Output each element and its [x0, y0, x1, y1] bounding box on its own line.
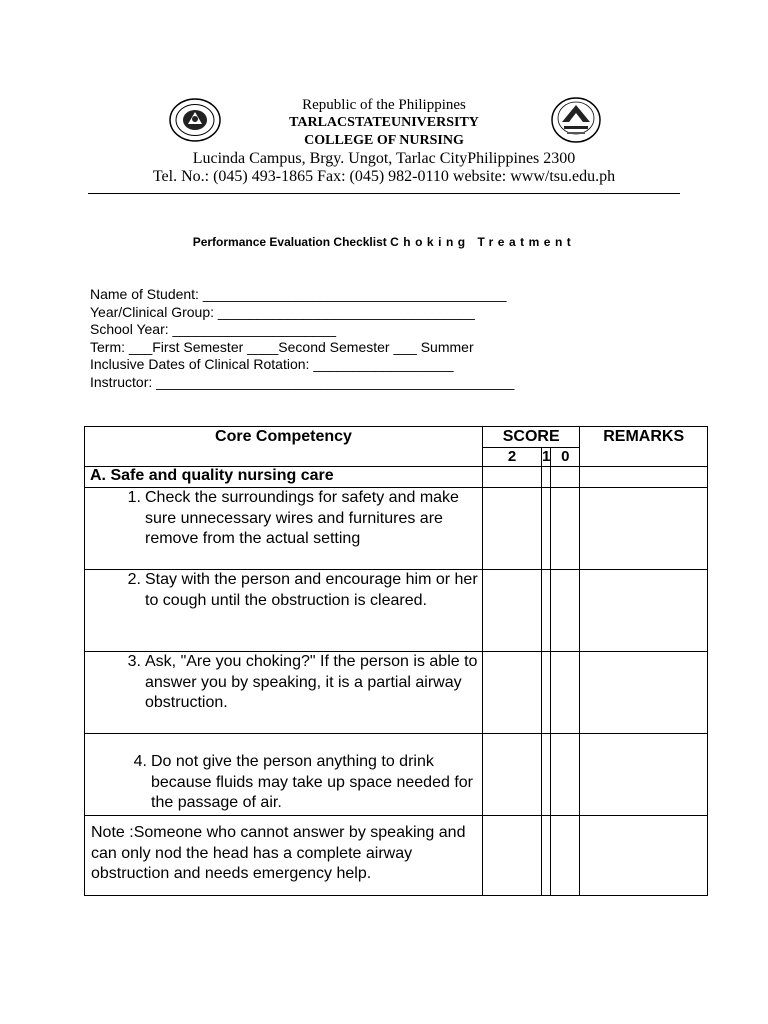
competency-item-3: 3. Ask, "Are you choking?" If the person is able to answer you by speaking, it is a partial airway obstruction.: [85, 652, 483, 734]
competency-item-1: 1. Check the surroundings for safety and make sure unnecessary wires and furnitures are remove from the actual setting: [85, 488, 483, 570]
evaluation-checklist-table: [84, 426, 708, 896]
header-divider: [88, 193, 680, 194]
note-text: Note :Someone who cannot answer by speaking and can only nod the head has a complete airway obstruction and needs emergency help.: [85, 816, 483, 896]
header-address: Lucinda Campus, Brgy. Ungot, Tarlac CityPhilippines 2300: [192, 150, 576, 167]
title-topic: Choking Treatment: [390, 235, 576, 249]
score-cell[interactable]: [483, 570, 542, 652]
remarks-cell[interactable]: [580, 734, 708, 816]
score-cell[interactable]: [542, 816, 551, 896]
table-row: [85, 467, 708, 488]
score-cell[interactable]: [551, 816, 580, 896]
score-cell[interactable]: [542, 570, 551, 652]
score-cell[interactable]: [483, 734, 542, 816]
score-cell[interactable]: [483, 488, 542, 570]
score-cell[interactable]: [551, 570, 580, 652]
table-row: [85, 734, 708, 816]
score-cell[interactable]: [551, 467, 580, 488]
instructor-field[interactable]: Instructor: ______________________________________________: [90, 373, 515, 390]
competency-item-4: 4. Do not give the person anything to drink because fluids may take up space needed for the passage of air.: [85, 734, 483, 816]
score-cell[interactable]: [542, 488, 551, 570]
score-cell[interactable]: [542, 734, 551, 816]
remarks-cell[interactable]: [580, 652, 708, 734]
competency-item-2: 2. Stay with the person and encourage him or her to cough until the obstruction is cleared.: [85, 570, 483, 652]
score-cell[interactable]: [483, 816, 542, 896]
header-remarks: REMARKS: [580, 427, 708, 467]
header-republic: Republic of the Philippines: [302, 97, 466, 113]
score-cell[interactable]: [483, 652, 542, 734]
table-row: [85, 652, 708, 734]
student-name-field[interactable]: Name of Student: _______________________________________: [90, 286, 507, 302]
remarks-cell[interactable]: [580, 816, 708, 896]
score-cell[interactable]: [551, 652, 580, 734]
score-2-header: 2: [483, 448, 542, 467]
remarks-cell[interactable]: [580, 467, 708, 488]
title-prefix: Performance Evaluation Checklist: [192, 235, 387, 249]
student-info-form: [90, 286, 514, 391]
table-row: [85, 816, 708, 896]
inclusive-dates-field[interactable]: Inclusive Dates of Clinical Rotation: __________________: [90, 356, 454, 372]
header-college: COLLEGE OF NURSING: [304, 133, 464, 148]
score-cell[interactable]: [551, 488, 580, 570]
score-cell[interactable]: [551, 734, 580, 816]
page-title: [0, 235, 768, 249]
school-year-field[interactable]: School Year: _____________________: [90, 321, 337, 337]
remarks-cell[interactable]: [580, 488, 708, 570]
score-cell[interactable]: [542, 652, 551, 734]
table-row: [85, 488, 708, 570]
table-row: [85, 570, 708, 652]
header-university: TARLACSTATEUNIVERSITY: [289, 115, 479, 130]
score-1-header: 1: [542, 448, 551, 465]
header-core-competency: Core Competency: [85, 427, 483, 467]
letterhead: [0, 96, 768, 186]
clinical-group-field[interactable]: Year/Clinical Group: _________________________________: [90, 303, 475, 320]
header-score: SCORE: [483, 427, 580, 448]
score-0-header: 0: [551, 448, 580, 467]
score-cell[interactable]: [542, 467, 551, 488]
remarks-cell[interactable]: [580, 570, 708, 652]
header-contact: Tel. No.: (045) 493-1865 Fax: (045) 982-0110 website: www/tsu.edu.ph: [152, 168, 616, 185]
term-field[interactable]: Term: ___First Semester ____Second Semester ___ Summer: [90, 338, 474, 355]
score-cell[interactable]: [483, 467, 542, 488]
section-title: A. Safe and quality nursing care: [85, 467, 483, 488]
